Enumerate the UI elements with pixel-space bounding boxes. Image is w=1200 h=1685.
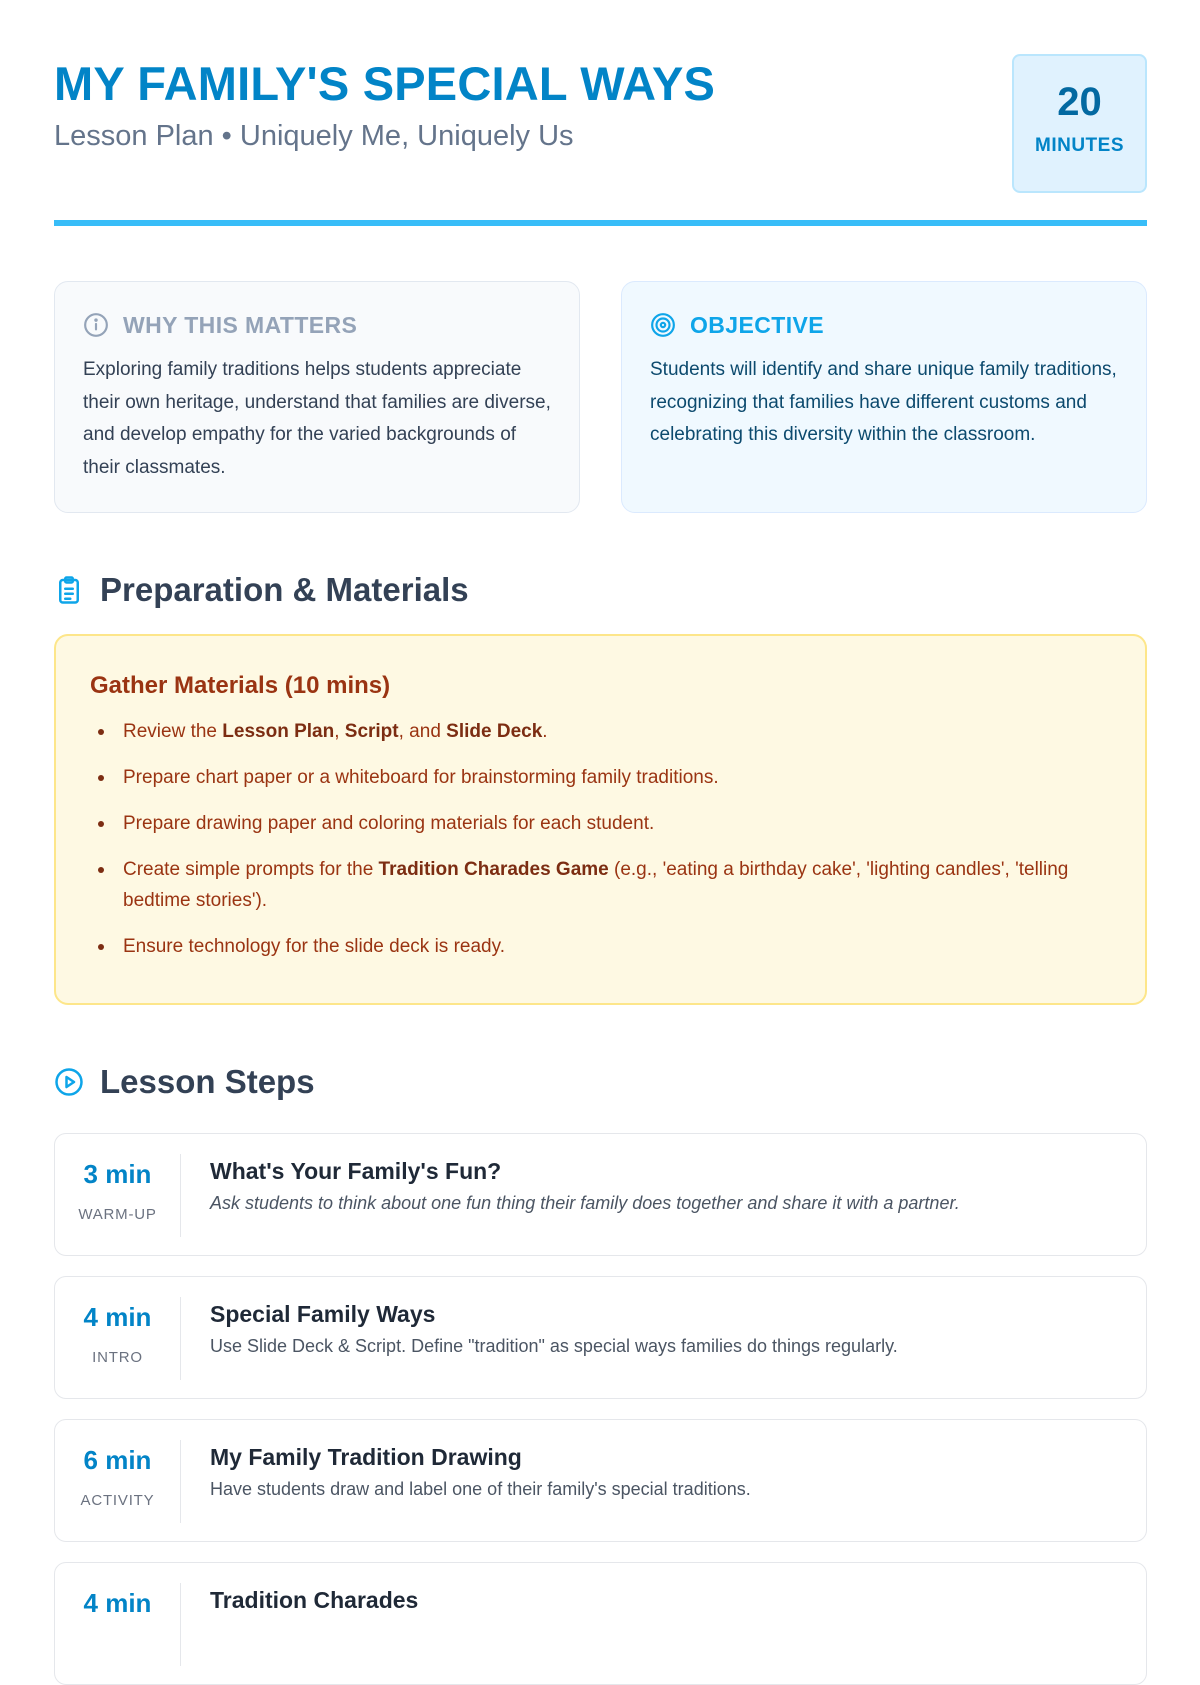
step-phase: INTRO [92,1349,143,1366]
list-item: Create simple prompts for the Tradition Charades Game (e.g., 'eating a birthday cake', 'lighting candles', 'telling bedtime stories'). [90,854,1111,916]
list-item: Review the Lesson Plan, Script, and Slide Deck. [90,716,1111,747]
lesson-steps-title: Lesson Steps [100,1063,315,1100]
preparation-heading [54,571,469,609]
step-description: Ask students to think about one fun thing their family does together and share it with a partner. [210,1193,960,1213]
objective-text: Students will identify and share unique family traditions, recognizing that families have different customs and celebrating this diversity within the classroom. [650,359,1117,445]
page-subtitle: Lesson Plan • Uniquely Me, Uniquely Us [54,120,574,152]
step-duration: 3 min [83,1159,152,1189]
objective-card [621,281,1147,513]
lesson-step [54,1276,1147,1399]
duration-badge [1012,54,1147,193]
why-text: Exploring family traditions helps students appreciate their own heritage, understand that families are diverse, and develop empathy for the varied backgrounds of their classmates. [83,359,551,478]
materials-box [54,634,1147,1005]
step-phase: ACTIVITY [80,1492,155,1509]
materials-title: Gather Materials (10 mins) [90,672,391,699]
step-duration: 6 min [83,1445,152,1475]
list-item: Ensure technology for the slide deck is ready. [90,931,1111,962]
duration-unit: MINUTES [1035,135,1124,156]
lesson-step [54,1419,1147,1542]
step-duration: 4 min [83,1588,152,1618]
lesson-steps-heading [54,1063,315,1101]
step-duration: 4 min [83,1302,152,1332]
step-description: Use Slide Deck & Script. Define "tradition" as special ways families do things regularly. [210,1336,898,1356]
header [54,0,1147,230]
objective-title: OBJECTIVE [690,311,824,338]
step-description: Have students draw and label one of their family's special traditions. [210,1479,751,1499]
clipboard-icon [54,575,84,605]
lesson-step [54,1133,1147,1256]
play-circle-icon [54,1067,84,1097]
page-title: MY FAMILY'S SPECIAL WAYS [54,57,716,110]
lesson-plan-page [54,0,1147,1618]
target-icon [650,312,676,338]
why-card [54,281,580,513]
step-title: What's Your Family's Fun? [210,1158,502,1184]
why-title: WHY THIS MATTERS [123,311,358,338]
lesson-step [54,1562,1147,1685]
list-item: Prepare drawing paper and coloring materials for each student. [90,808,1111,839]
step-phase: WARM-UP [78,1206,157,1223]
info-cards [54,281,1147,513]
duration-value: 20 [1057,80,1102,124]
step-title: Special Family Ways [210,1301,436,1327]
preparation-title: Preparation & Materials [100,571,469,608]
list-item: Prepare chart paper or a whiteboard for brainstorming family traditions. [90,762,1111,793]
step-title: Tradition Charades [210,1587,419,1613]
step-title: My Family Tradition Drawing [210,1444,522,1470]
header-divider [54,220,1147,226]
info-icon [83,312,109,338]
materials-list [90,716,1111,962]
